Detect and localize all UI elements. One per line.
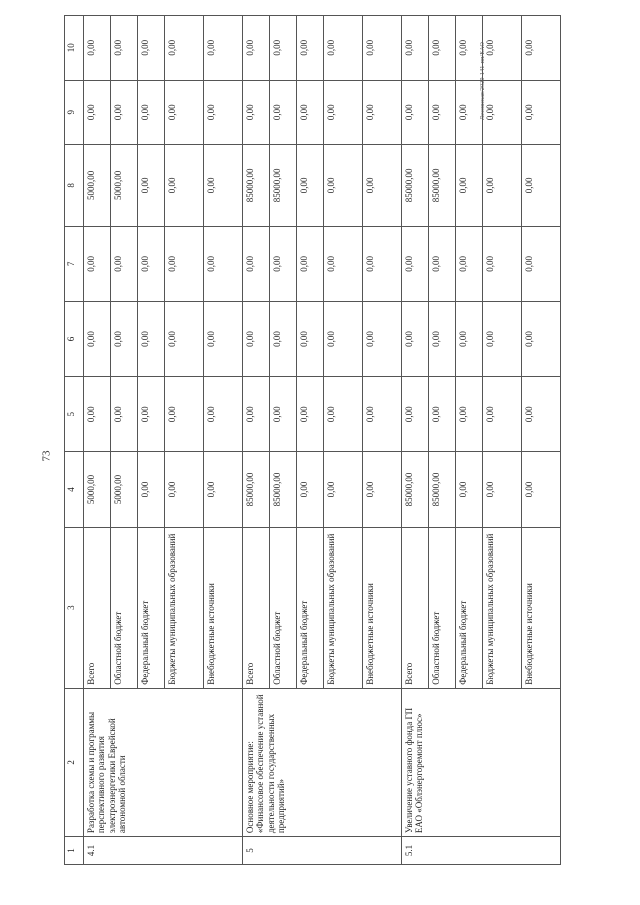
funding-source-cell: Бюджеты муниципальных образований <box>483 527 522 688</box>
amount-cell: 0,00 <box>402 377 429 452</box>
funding-source-cell: Федеральный бюджет <box>456 527 483 688</box>
amount-cell: 0,00 <box>243 377 270 452</box>
funding-source-cell: Внебюджетные источники <box>522 527 561 688</box>
amount-cell: 0,00 <box>138 145 165 227</box>
amount-cell: 0,00 <box>324 377 363 452</box>
amount-cell: 0,00 <box>483 80 522 144</box>
funding-source-cell: Областной бюджет <box>429 527 456 688</box>
amount-cell: 0,00 <box>270 16 297 81</box>
amount-cell: 0,00 <box>84 16 111 81</box>
column-number-row <box>65 16 84 865</box>
amount-cell: 85000,00 <box>270 145 297 227</box>
amount-cell: 0,00 <box>204 226 243 301</box>
amount-cell: 0,00 <box>270 226 297 301</box>
amount-cell: 0,00 <box>429 301 456 376</box>
amount-cell: 85000,00 <box>429 145 456 227</box>
amount-cell: 0,00 <box>165 301 204 376</box>
amount-cell: 0,00 <box>429 377 456 452</box>
amount-cell: 0,00 <box>138 452 165 527</box>
amount-cell: 0,00 <box>324 80 363 144</box>
funding-source-cell: Всего <box>84 527 111 688</box>
item-number-cell: 4.1 <box>84 837 243 865</box>
amount-cell: 0,00 <box>204 145 243 227</box>
amount-cell: 0,00 <box>270 377 297 452</box>
item-number-cell: 5 <box>243 837 402 865</box>
amount-cell: 0,00 <box>165 80 204 144</box>
amount-cell: 0,00 <box>363 80 402 144</box>
amount-cell: 85000,00 <box>429 452 456 527</box>
amount-cell: 0,00 <box>483 377 522 452</box>
amount-cell: 0,00 <box>522 452 561 527</box>
amount-cell: 0,00 <box>324 452 363 527</box>
page-number: 73 <box>40 450 53 462</box>
column-number: 8 <box>65 145 84 227</box>
amount-cell: 0,00 <box>402 301 429 376</box>
column-number: 9 <box>65 80 84 144</box>
amount-cell: 0,00 <box>402 80 429 144</box>
amount-cell: 0,00 <box>138 80 165 144</box>
amount-cell: 0,00 <box>204 377 243 452</box>
amount-cell: 0,00 <box>483 226 522 301</box>
amount-cell: 0,00 <box>111 377 138 452</box>
amount-cell: 0,00 <box>363 145 402 227</box>
amount-cell: 0,00 <box>363 377 402 452</box>
amount-cell: 0,00 <box>456 145 483 227</box>
column-number: 10 <box>65 16 84 81</box>
amount-cell: 0,00 <box>456 377 483 452</box>
amount-cell: 0,00 <box>111 16 138 81</box>
amount-cell: 0,00 <box>243 226 270 301</box>
amount-cell: 0,00 <box>483 145 522 227</box>
amount-cell: 0,00 <box>456 226 483 301</box>
amount-cell: 0,00 <box>243 16 270 81</box>
amount-cell: 0,00 <box>84 377 111 452</box>
amount-cell: 0,00 <box>522 226 561 301</box>
amount-cell: 0,00 <box>297 301 324 376</box>
funding-source-cell: Внебюджетные источники <box>204 527 243 688</box>
amount-cell: 0,00 <box>165 226 204 301</box>
funding-source-cell: Внебюджетные источники <box>363 527 402 688</box>
table-row <box>402 16 429 865</box>
amount-cell: 0,00 <box>204 452 243 527</box>
amount-cell: 0,00 <box>111 80 138 144</box>
table-body <box>84 16 561 865</box>
amount-cell: 5000,00 <box>84 452 111 527</box>
document-stamp: Лесовская/2020-141-пп/ЕАО <box>480 42 486 120</box>
amount-cell: 0,00 <box>165 377 204 452</box>
table-row <box>84 16 111 865</box>
amount-cell: 0,00 <box>138 16 165 81</box>
amount-cell: 5000,00 <box>111 452 138 527</box>
rotated-table-frame <box>64 15 534 865</box>
amount-cell: 0,00 <box>522 377 561 452</box>
amount-cell: 0,00 <box>270 301 297 376</box>
funding-source-cell: Всего <box>402 527 429 688</box>
amount-cell: 0,00 <box>84 226 111 301</box>
funding-source-cell: Всего <box>243 527 270 688</box>
column-number: 7 <box>65 226 84 301</box>
amount-cell: 0,00 <box>138 226 165 301</box>
column-number: 5 <box>65 377 84 452</box>
amount-cell: 0,00 <box>429 16 456 81</box>
column-number: 1 <box>65 837 84 865</box>
amount-cell: 0,00 <box>522 145 561 227</box>
amount-cell: 0,00 <box>363 301 402 376</box>
amount-cell: 0,00 <box>402 16 429 81</box>
amount-cell: 0,00 <box>456 452 483 527</box>
item-name-cell: Разработка схемы и программы перспективного развития электроэнергетики Еврейской автономной области <box>84 688 243 836</box>
amount-cell: 0,00 <box>456 301 483 376</box>
amount-cell: 85000,00 <box>402 145 429 227</box>
amount-cell: 0,00 <box>522 301 561 376</box>
amount-cell: 85000,00 <box>270 452 297 527</box>
amount-cell: 0,00 <box>402 226 429 301</box>
funding-source-cell: Областной бюджет <box>111 527 138 688</box>
amount-cell: 5000,00 <box>84 145 111 227</box>
amount-cell: 0,00 <box>297 226 324 301</box>
amount-cell: 0,00 <box>84 301 111 376</box>
amount-cell: 85000,00 <box>402 452 429 527</box>
amount-cell: 0,00 <box>204 301 243 376</box>
amount-cell: 85000,00 <box>243 452 270 527</box>
amount-cell: 0,00 <box>363 16 402 81</box>
column-number: 4 <box>65 452 84 527</box>
amount-cell: 0,00 <box>324 226 363 301</box>
amount-cell: 0,00 <box>297 377 324 452</box>
amount-cell: 0,00 <box>483 301 522 376</box>
funding-source-cell: Федеральный бюджет <box>297 527 324 688</box>
amount-cell: 0,00 <box>456 80 483 144</box>
amount-cell: 0,00 <box>138 377 165 452</box>
amount-cell: 0,00 <box>138 301 165 376</box>
item-name-cell: Основное мероприятие: «Финансовое обеспечение уставной деятельности государственных предприятий» <box>243 688 402 836</box>
column-number: 6 <box>65 301 84 376</box>
amount-cell: 85000,00 <box>243 145 270 227</box>
funding-source-cell: Федеральный бюджет <box>138 527 165 688</box>
amount-cell: 0,00 <box>165 452 204 527</box>
table-row <box>243 16 270 865</box>
amount-cell: 0,00 <box>483 16 522 81</box>
amount-cell: 0,00 <box>363 452 402 527</box>
amount-cell: 0,00 <box>429 226 456 301</box>
amount-cell: 0,00 <box>270 80 297 144</box>
funding-source-cell: Бюджеты муниципальных образований <box>165 527 204 688</box>
amount-cell: 0,00 <box>204 16 243 81</box>
amount-cell: 0,00 <box>324 16 363 81</box>
amount-cell: 0,00 <box>324 145 363 227</box>
amount-cell: 0,00 <box>165 145 204 227</box>
amount-cell: 0,00 <box>111 301 138 376</box>
amount-cell: 5000,00 <box>111 145 138 227</box>
amount-cell: 0,00 <box>324 301 363 376</box>
amount-cell: 0,00 <box>84 80 111 144</box>
amount-cell: 0,00 <box>522 16 561 81</box>
budget-table <box>64 15 561 865</box>
funding-source-cell: Бюджеты муниципальных образований <box>324 527 363 688</box>
amount-cell: 0,00 <box>483 452 522 527</box>
amount-cell: 0,00 <box>297 80 324 144</box>
amount-cell: 0,00 <box>297 145 324 227</box>
amount-cell: 0,00 <box>111 226 138 301</box>
column-number: 3 <box>65 527 84 688</box>
column-number: 2 <box>65 688 84 836</box>
amount-cell: 0,00 <box>243 80 270 144</box>
item-number-cell: 5.1 <box>402 837 561 865</box>
funding-source-cell: Областной бюджет <box>270 527 297 688</box>
amount-cell: 0,00 <box>522 80 561 144</box>
amount-cell: 0,00 <box>243 301 270 376</box>
amount-cell: 0,00 <box>429 80 456 144</box>
amount-cell: 0,00 <box>456 16 483 81</box>
amount-cell: 0,00 <box>165 16 204 81</box>
amount-cell: 0,00 <box>204 80 243 144</box>
amount-cell: 0,00 <box>363 226 402 301</box>
item-name-cell: Увеличение уставного фонда ГП ЕАО «Облэнергоремонт плюс» <box>402 688 561 836</box>
amount-cell: 0,00 <box>297 452 324 527</box>
amount-cell: 0,00 <box>297 16 324 81</box>
